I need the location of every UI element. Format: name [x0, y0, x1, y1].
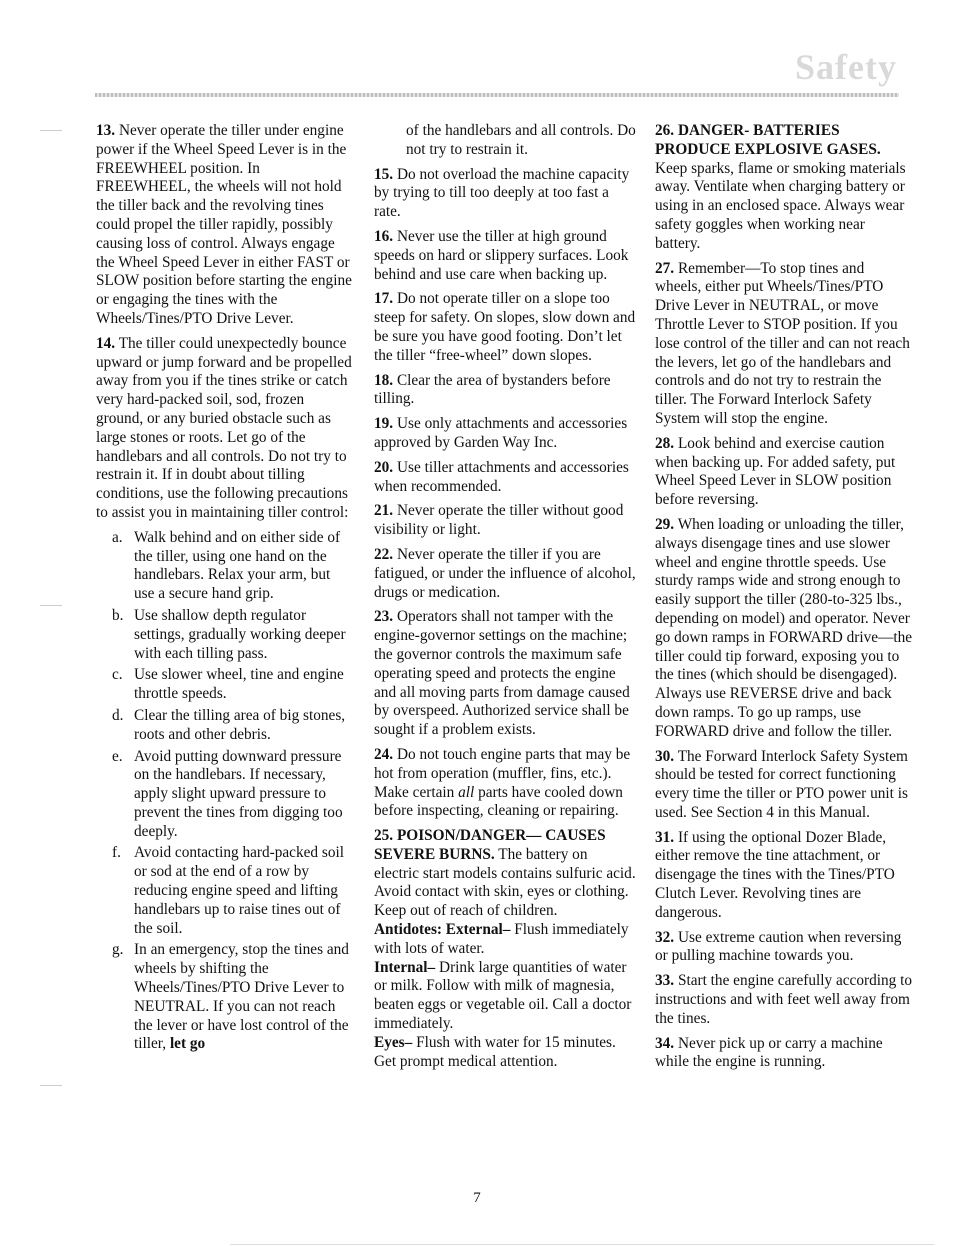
sub-item-g: g. In an emergency, stop the tines and wheels by shifting the Wheels/Tines/PTO Drive Lever to NEUTRAL. If you can not reach the lever or have lost control of the tiller, let go — [112, 941, 349, 1053]
item-32: 32. Use extreme caution when reversing or pulling machine towards you. — [655, 928, 902, 965]
continued-text: of the handlebars and all controls. Do not try to restrain it. — [406, 122, 636, 158]
item-16: 16. Never use the tiller at high ground speeds on hard or slippery surfaces. Look behind and use care when backing up. — [374, 227, 629, 283]
item-31: 31. If using the optional Dozer Blade, either remove the tine attachment, or disengage the tines with the Tines/PTO Clutch Lever. Revolving tines are dangerous. — [655, 828, 895, 921]
item-23: 23. Operators shall not tamper with the engine-governor settings on the machine; the governor controls the maximum safe operating speed and protects the engine and all moving parts from damage caused by overspeed. Authorized service shall be sought if a problem exists. — [374, 608, 630, 739]
page-number: 7 — [473, 1190, 481, 1206]
sub-item-f: f. Avoid contacting hard-packed soil or sod at the end of a row by reducing engine speed and lifting handlebars up to raise tines out of the soil. — [112, 844, 344, 937]
item-20: 20. Use tiller attachments and accessories when recommended. — [374, 458, 629, 495]
column-2 — [374, 122, 636, 1071]
item-28: 28. Look behind and exercise caution when backing up. For added safety, put Wheel Speed Lever in SLOW position before reversing. — [655, 434, 896, 509]
item-19: 19. Use only attachments and accessories approved by Garden Way Inc. — [374, 415, 628, 451]
item-18: 18. Clear the area of bystanders before tilling. — [374, 371, 611, 408]
sub-item-e: e. Avoid putting downward pressure on the handlebars. If necessary, apply slight upward pressure to prevent the tines from digging too deeply. — [112, 747, 343, 840]
bottom-rule — [230, 1244, 934, 1245]
item-30: 30. The Forward Interlock Safety System should be tested for correct functioning every time the tiller or PTO power unit is used. See Section 4 in this Manual. — [655, 747, 908, 821]
item-29: 29. When loading or unloading the tiller, always disengage tines and use slower wheel and engine throttle speeds. Use sturdy ramps wide and strong enough to easily support the tiller (280-to-325 lbs., depending on model) and operator. Never go down ramps in FORWARD drive—the tiller could tip forward, exposing you to the tines (which should be disengaged). Always use REVERSE drive and back down ramps. To go up ramps, use FORWARD drive and follow the tiller. — [655, 515, 913, 740]
column-3 — [655, 122, 913, 1078]
item-17: 17. Do not operate tiller on a slope too steep for safety. On slopes, slow down and be sure you have good footing. Don’t let the tiller “free-wheel” down slopes. — [374, 290, 636, 364]
item-14: 14. The tiller could unexpectedly bounce upward or jump forward and be propelled away from you if the tines strike or catch very hard-packed soil, sod, frozen ground, or any buried obstacle such as large stones or roots. Let go of the handlebars and all controls. Do not try to restrain it. If in doubt about tilling conditions, use the following precautions to assist you in maintaining tiller control: — [96, 334, 352, 521]
item-33: 33. Start the engine carefully according to instructions and with feet well away from the tines. — [655, 972, 912, 1027]
item-27: 27. Remember—To stop tines and wheels, either put Wheels/Tines/PTO Drive Lever in NEUTRAL, or move Throttle Lever to STOP position. If you lose control of the tiller and can not reach the levers, let go of the handlebars and controls and do not try to restrain the tiller. The Forward Interlock Safety System will stop the engine. — [655, 259, 910, 427]
margin-mark — [40, 605, 62, 606]
item-34: 34. Never pick up or carry a machine while the engine is running. — [655, 1034, 883, 1071]
item-24: 24. Do not touch engine parts that may be hot from operation (muffler, fins, etc.). Make certain all parts have cooled down before inspecting, cleaning or repairing. — [374, 745, 631, 820]
item-25: 25. POISON/DANGER— CAUSES SEVERE BURNS. The battery on electric start models contains sulfuric acid. Avoid contact with skin, eyes or clothing. Keep out of reach of children. Antidotes: External– Flush immediately with lots of water. Internal– Drink large quantities of water or milk. Follow with milk of magnesia, beaten eggs or vegetable oil. Call a doctor immediately. Eyes– Flush with water for 15 minutes. Get prompt medical attention. — [374, 827, 636, 1070]
page-title: Safety — [795, 47, 897, 87]
margin-mark — [40, 1085, 62, 1086]
item-13: 13. Never operate the tiller under engine power if the Wheel Speed Lever is in the FREEWHEEL position. In FREEWHEEL, the wheels will not hold the tiller back and the revolving tines could propel the tiller rapidly, possibly causing loss of control. Always engage the Wheel Speed Lever in either FAST or SLOW position before starting the engine or engaging the tines with the Wheels/Tines/PTO Drive Lever. — [96, 122, 352, 327]
margin-mark — [40, 130, 62, 131]
item-21: 21. Never operate the tiller without good visibility or light. — [374, 502, 624, 539]
column-1 — [96, 122, 354, 1057]
sub-item-b: b. Use shallow depth regulator settings, gradually working deeper with each tilling pass. — [112, 606, 346, 662]
item-26: 26. DANGER- BATTERIES PRODUCE EXPLOSIVE GASES. Keep sparks, flame or smoking materials away. Ventilate when charging battery or using in an enclosed space. Always wear safety goggles when working near battery. — [655, 122, 906, 252]
item-22: 22. Never operate the tiller if you are fatigued, or under the influence of alcohol, drugs or medication. — [374, 545, 636, 601]
sub-item-d: d. Clear the tilling area of big stones, roots and other debris. — [112, 706, 346, 743]
item-15: 15. Do not overload the machine capacity by trying to till too deeply at too fast a rate. — [374, 165, 630, 221]
sub-item-c: c. Use slower wheel, tine and engine throttle speeds. — [112, 666, 344, 703]
sub-item-a: a. Walk behind and on either side of the tiller, using one hand on the handlebars. Relax your arm, but use a secure hand grip. — [112, 528, 341, 603]
header-rule — [95, 93, 899, 97]
